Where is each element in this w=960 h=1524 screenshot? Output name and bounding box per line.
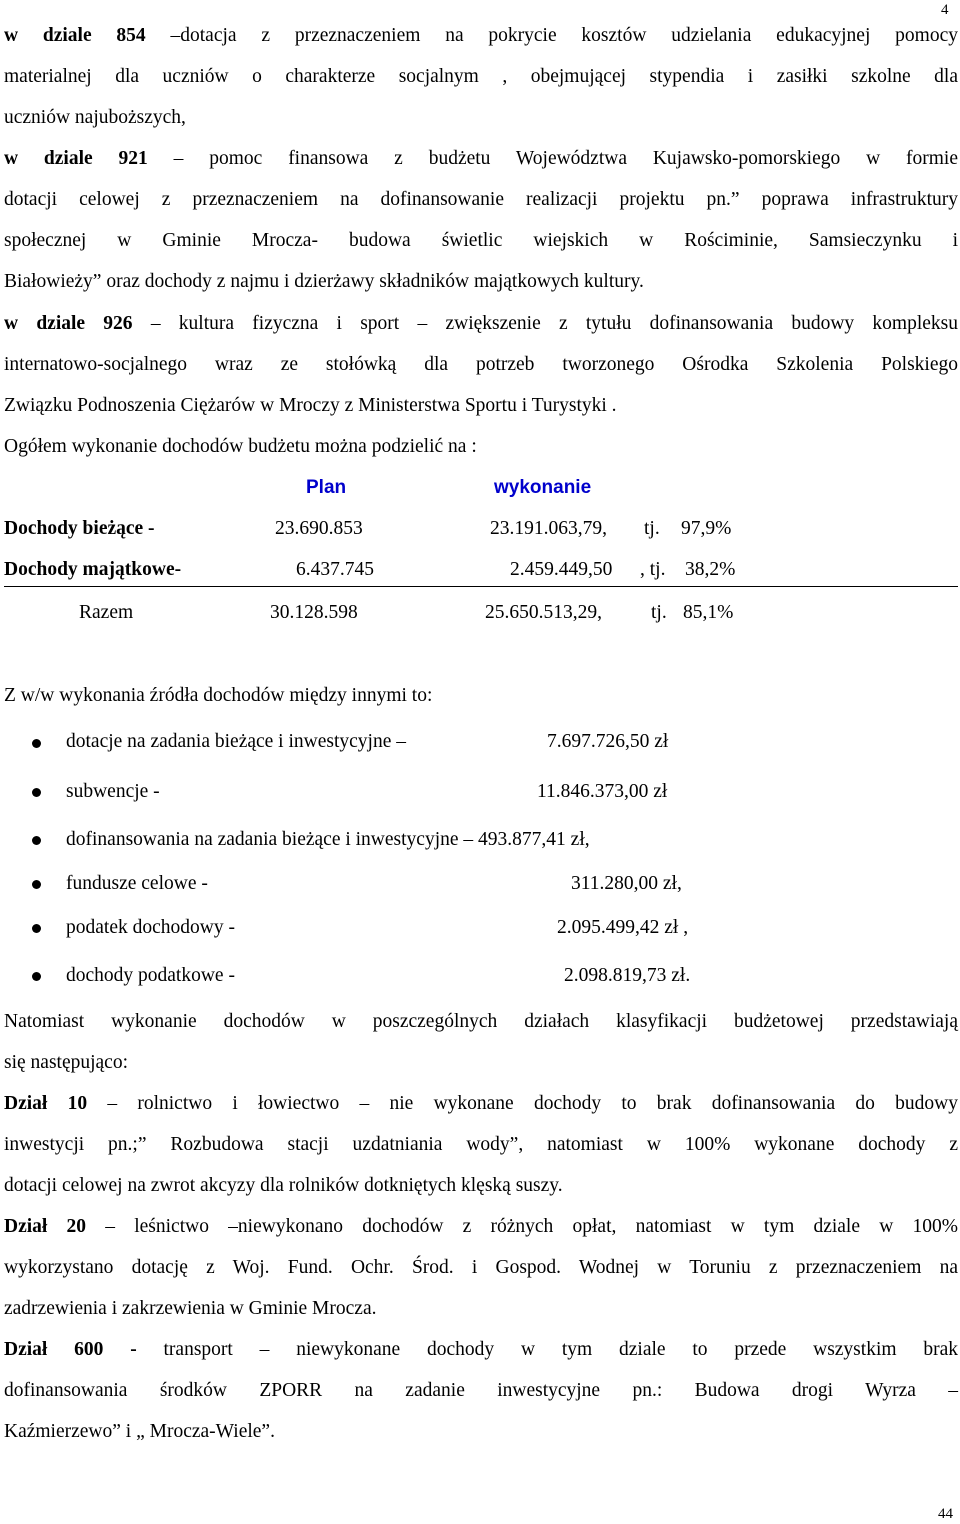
dzial-20-line-1 xyxy=(4,1216,958,1238)
bullet-icon xyxy=(32,880,41,889)
dzial-10-line-2: inwestycji pn.;” Rozbudowa stacji uzdatniania wody”, natomiast w 100% wykonane dochody z xyxy=(4,1134,958,1155)
row-tj: , tj. xyxy=(640,559,666,580)
list-item-value: 2.095.499,42 zł , xyxy=(557,917,689,938)
natomiast-line-2: się następująco: xyxy=(4,1052,128,1073)
dzial-600-line-3: Kaźmierzewo” i „ Mrocza-Wiele”. xyxy=(4,1421,275,1442)
row-exec: 23.191.063,79, xyxy=(490,518,607,539)
para-854-text: –dotacja z przeznaczeniem na pokrycie kosztów udzielania edukacyjnej pomocy xyxy=(170,25,959,46)
dzial-20-line-3: zadrzewienia i zakrzewienia w Gminie Mrocza. xyxy=(4,1298,377,1319)
dzial-600-line-1 xyxy=(4,1339,958,1361)
bullet-icon xyxy=(32,739,41,748)
row-label: Dochody bieżące - xyxy=(4,518,155,539)
natomiast-line-1: Natomiast wykonanie dochodów w poszczególnych działach klasyfikacji budżetowej przedstawiają xyxy=(4,1011,958,1032)
list-item-value: 2.098.819,73 zł. xyxy=(564,965,691,986)
list-item-label: fundusze celowe - xyxy=(66,873,208,894)
section-label-dzial-20: Dział 20 xyxy=(4,1216,87,1237)
list-item-value: 11.846.373,00 zł xyxy=(537,781,668,802)
dzial-600-text: transport – niewykonane dochody w tym dziale to przede wszystkim brak xyxy=(163,1339,958,1360)
list-item-value: 311.280,00 zł, xyxy=(571,873,682,894)
dzial-10-text: – rolnictwo i łowiectwo – nie wykonane dochody to brak dofinansowania do budowy xyxy=(107,1093,958,1114)
col-header-wykonanie: wykonanie xyxy=(494,477,592,498)
section-label-926: w dziale 926 xyxy=(4,313,133,334)
total-plan: 30.128.598 xyxy=(270,602,358,623)
total-exec: 25.650.513,29, xyxy=(485,602,602,623)
section-label-921: w dziale 921 xyxy=(4,148,148,169)
page-number-top: 4 xyxy=(941,2,949,18)
para-854-line-2: materialnej dla uczniów o charakterze socjalnym , obejmującej stypendia i zasiłki szkolne dla xyxy=(4,66,958,87)
para-926-text: – kultura fizyczna i sport – zwiększenie z tytułu dofinansowania budowy kompleksu xyxy=(150,313,959,334)
section-label-dzial-10: Dział 10 xyxy=(4,1093,88,1114)
summary-intro: Ogółem wykonanie dochodów budżetu można podzielić na : xyxy=(4,436,477,457)
para-926-line-2: internatowo-socjalnego wraz ze stołówką dla potrzeb tworzonego Ośrodka Szkolenia Polskiego xyxy=(4,354,958,375)
bullet-icon xyxy=(32,836,41,845)
section-label-854: w dziale 854 xyxy=(4,25,146,46)
para-926-line-1 xyxy=(4,313,958,335)
para-921-line-3: społecznej w Gminie Mrocza- budowa świetlic wiejskich w Rościminie, Samsieczynku i xyxy=(4,230,958,251)
table-divider xyxy=(4,586,958,587)
col-header-plan: Plan xyxy=(306,477,347,498)
sources-intro: Z w/w wykonania źródła dochodów między innymi to: xyxy=(4,685,433,706)
para-854-line-1 xyxy=(4,25,958,47)
dzial-20-text: – leśnictwo –niewykonano dochodów z różnych opłat, natomiast w tym dziale w 100% xyxy=(105,1216,959,1237)
total-pct: 85,1% xyxy=(683,602,734,623)
row-pct: 38,2% xyxy=(685,559,736,580)
dzial-20-line-2: wykorzystano dotację z Woj. Fund. Ochr. Środ. i Gospod. Wodnej w Toruniu z przeznaczeniem na xyxy=(4,1257,958,1278)
row-plan: 23.690.853 xyxy=(275,518,363,539)
row-pct: 97,9% xyxy=(681,518,732,539)
list-item-label: subwencje - xyxy=(66,781,160,802)
page-number-bottom: 44 xyxy=(938,1506,953,1522)
dzial-600-line-2: dofinansowania środków ZPORR na zadanie inwestycyjne pn.: Budowa drogi Wyrza – xyxy=(4,1380,958,1401)
bullet-icon xyxy=(32,924,41,933)
row-exec: 2.459.449,50 xyxy=(510,559,613,580)
list-item-value: 7.697.726,50 zł xyxy=(547,731,669,752)
para-921-line-2: dotacji celowej z przeznaczeniem na dofinansowanie realizacji projektu pn.” poprawa infrastruktury xyxy=(4,189,958,210)
row-tj: tj. xyxy=(644,518,660,539)
row-plan: 6.437.745 xyxy=(296,559,374,580)
bullet-icon xyxy=(32,788,41,797)
para-854-line-3: uczniów najuboższych, xyxy=(4,107,186,128)
list-item-label: dofinansowania na zadania bieżące i inwestycyjne – 493.877,41 zł, xyxy=(66,829,590,850)
para-921-line-1 xyxy=(4,148,958,170)
dzial-10-line-3: dotacji celowej na zwrot akcyzy dla rolników dotkniętych klęską suszy. xyxy=(4,1175,563,1196)
total-label: Razem xyxy=(79,602,134,623)
para-921-line-4: Białowieży” oraz dochody z najmu i dzierżawy składników majątkowych kultury. xyxy=(4,271,644,292)
bullet-icon xyxy=(32,972,41,981)
list-item-label: dotacje na zadania bieżące i inwestycyjne – xyxy=(66,731,406,752)
row-label: Dochody majątkowe- xyxy=(4,559,182,580)
total-tj: tj. xyxy=(651,602,667,623)
list-item-label: podatek dochodowy - xyxy=(66,917,235,938)
dzial-10-line-1 xyxy=(4,1093,958,1115)
para-926-line-3: Związku Podnoszenia Ciężarów w Mroczy z Ministerstwa Sportu i Turystyki . xyxy=(4,395,617,416)
section-label-dzial-600: Dział 600 - xyxy=(4,1339,137,1360)
list-item-label: dochody podatkowe - xyxy=(66,965,235,986)
para-921-text: – pomoc finansowa z budżetu Województwa Kujawsko-pomorskiego w formie xyxy=(173,148,959,169)
